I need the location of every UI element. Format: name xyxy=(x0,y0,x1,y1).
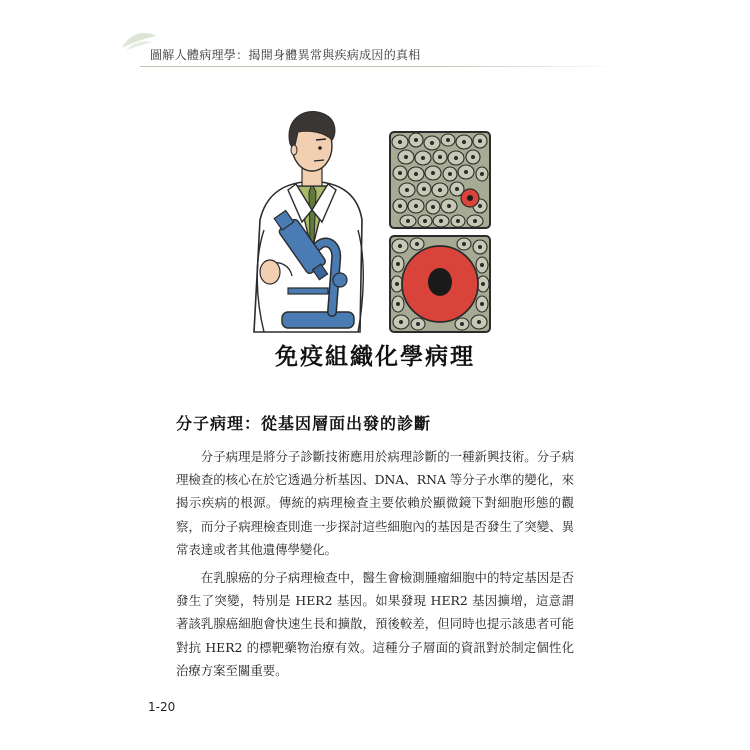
page-number: 1-20 xyxy=(148,700,176,714)
body-paragraph: 在乳腺癌的分子病理檢查中，醫生會檢測腫瘤細胞中的特定基因是否發生了突變，特別是 HER2 基因。如果發現 HER2 基因擴增，這意謂著該乳腺癌細胞會快速生長和擴散，預後較差，但同時也提示該患者可能對抗 HER2 的標靶藥物治療有效。這種分子層面的資訊對於制定個性化治療方案至關重要。 xyxy=(176,570,574,678)
pathologist-figure xyxy=(254,112,363,332)
chapter-title: 免疫組織化學病理 xyxy=(275,344,475,370)
abnormal-cell-panel xyxy=(390,236,490,332)
chapter-illustration xyxy=(240,110,510,339)
header-divider xyxy=(140,66,620,67)
section-heading: 分子病理：從基因層面出發的診斷 xyxy=(176,414,432,433)
normal-tissue-panel xyxy=(390,132,490,228)
body-paragraph: 分子病理是將分子診斷技術應用於病理診斷的一種新興技術。分子病理檢查的核心在於它透過分析基因、DNA、RNA 等分子水準的變化，來揭示疾病的根源。傳統的病理檢查主要依賴於顯微鏡下對細胞形態的觀察，而分子病理檢查則進一步探討這些細胞內的基因是否發生了突變、異常表達或者其他遺傳學變化。 xyxy=(176,449,574,557)
running-header-title: 圖解人體病理學：揭開身體異常與疾病成因的真相 xyxy=(150,48,421,62)
